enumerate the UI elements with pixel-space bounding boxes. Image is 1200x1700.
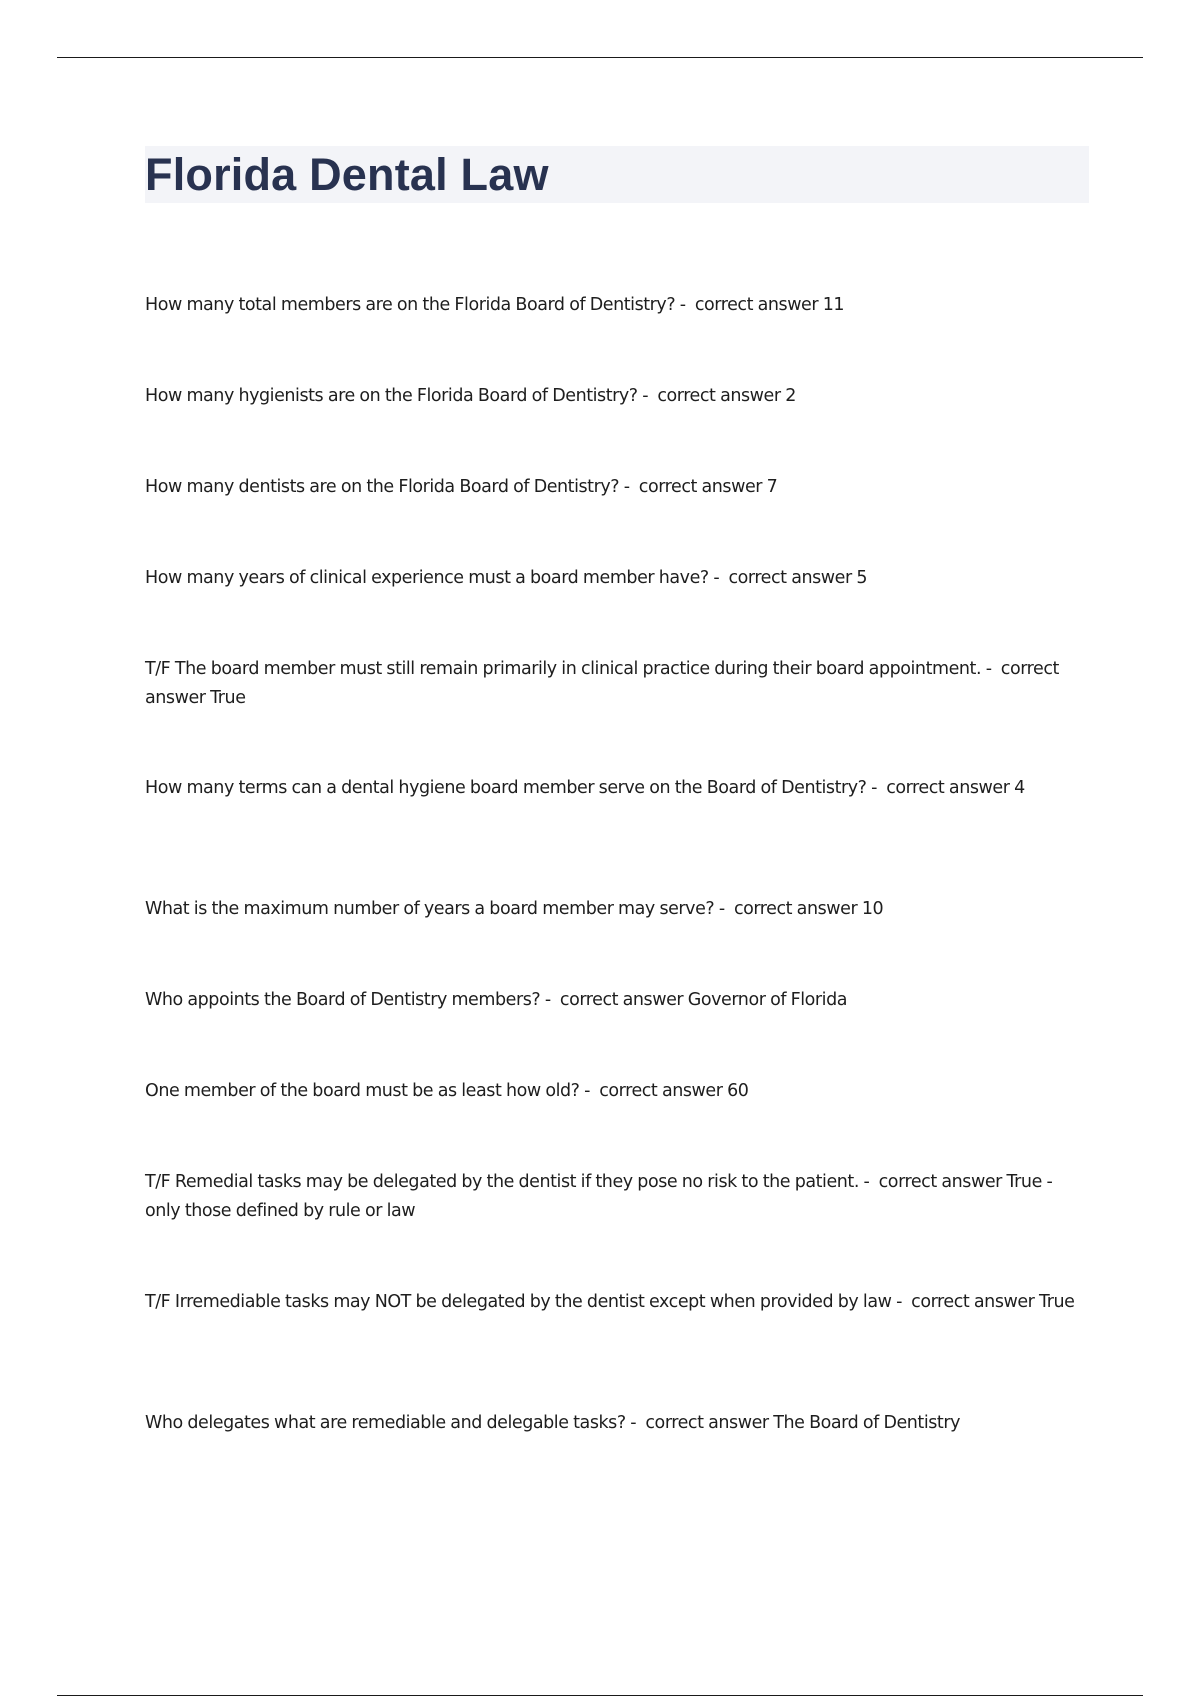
answer-text: True <box>210 688 246 708</box>
answer-text: 4 <box>1014 778 1025 798</box>
question-text: How many years of clinical experience must a board member have? - <box>145 568 728 588</box>
answer-label: correct answer <box>733 899 858 919</box>
answer-text: True <box>1039 1292 1075 1312</box>
answer-text: 5 <box>856 568 868 588</box>
answer-text: True - only those defined by rule or law <box>145 1172 1053 1221</box>
qa-item <box>145 382 1090 411</box>
qa-item <box>145 986 1090 1015</box>
qa-item <box>145 1288 1090 1317</box>
document-title: Florida Dental Law <box>145 149 549 200</box>
question-text: T/F Remedial tasks may be delegated by the dentist if they pose no risk to the patient. - <box>145 1172 879 1192</box>
qa-item <box>145 1409 1090 1438</box>
answer-label: correct answer <box>645 1413 769 1433</box>
question-text: How many terms can a dental hygiene board member serve on the Board of Dentistry? - <box>145 778 886 798</box>
answer-text: Governor of Florida <box>687 990 848 1010</box>
answer-label: correct answer <box>694 295 819 315</box>
question-text: T/F Irremediable tasks may NOT be delegated by the dentist except when provided by law - <box>145 1292 911 1312</box>
question-text: How many hygienists are on the Florida Board of Dentistry? - <box>145 386 657 406</box>
qa-item <box>145 774 1090 803</box>
footer-rule <box>57 1695 1143 1696</box>
qa-item <box>145 895 1090 924</box>
answer-text: The Board of Dentistry <box>773 1413 960 1433</box>
answer-text: 60 <box>727 1081 749 1101</box>
qa-item <box>145 1168 1090 1226</box>
question-text: One member of the board must be as least how old? - <box>145 1081 599 1101</box>
qa-item <box>145 1077 1090 1106</box>
answer-label: correct answer <box>911 1292 1035 1312</box>
qa-item <box>145 564 1090 593</box>
question-text: How many dentists are on the Florida Board of Dentistry? - <box>145 477 639 497</box>
question-text: Who appoints the Board of Dentistry members? - <box>145 990 560 1010</box>
answer-label: correct answer <box>599 1081 723 1101</box>
qa-item <box>145 655 1090 713</box>
answer-label: correct answer <box>728 568 852 588</box>
qa-item <box>145 291 1090 320</box>
answer-label: correct answer <box>657 386 781 406</box>
answer-text: 10 <box>861 899 884 919</box>
answer-label: correct answer <box>638 477 763 497</box>
answer-text: 7 <box>766 477 778 497</box>
answer-text: 2 <box>785 386 796 406</box>
qa-item <box>145 473 1090 502</box>
question-text: T/F The board member must still remain primarily in clinical practice during their board appointment. - <box>145 659 1001 679</box>
answer-label: correct answer <box>559 990 684 1010</box>
answer-label: correct answer <box>886 778 1010 798</box>
answer-label: correct answer <box>145 659 1059 708</box>
question-text: What is the maximum number of years a board member may serve? - <box>145 899 734 919</box>
answer-text: 11 <box>822 295 845 315</box>
answer-label: correct answer <box>878 1172 1002 1192</box>
header-rule <box>57 57 1143 58</box>
question-text: Who delegates what are remediable and delegable tasks? - <box>145 1413 645 1433</box>
question-text: How many total members are on the Florida Board of Dentistry? - <box>145 295 695 315</box>
